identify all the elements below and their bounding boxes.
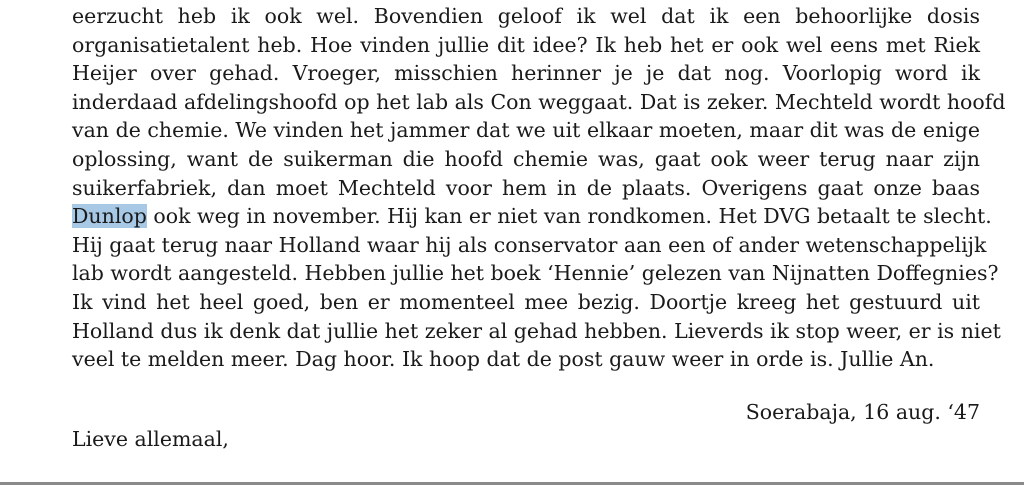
text-line: Heijer over gehad. Vroeger, misschien herinner je je dat nog. Voorlopig word ik	[72, 61, 980, 86]
letter-body	[72, 2, 1006, 374]
text-line-last: veel te melden meer. Dag hoor. Ik hoop dat de post gauw weer in orde is. Jullie An.	[72, 347, 935, 372]
text-line: Ik vind het heel goed, ben er momenteel mee bezig. Doortje kreeg het gestuurd uit	[72, 289, 980, 314]
letter-dateline: Soerabaja, 16 aug. ‘47	[745, 400, 980, 424]
letter-salutation: Lieve allemaal,	[72, 427, 229, 451]
text-line: Hij gaat terug naar Holland waar hij als conservator aan een of ander wetenschappelijk	[72, 232, 987, 257]
text-line: van de chemie. We vinden het jammer dat we uit elkaar moeten, maar dit was de enige	[72, 118, 980, 143]
text-line-with-highlight	[72, 202, 992, 231]
highlighted-word-selection[interactable]: Dunlop	[72, 204, 147, 229]
text-line: suikerfabriek, dan moet Mechteld voor hem in de plaats. Overigens gaat onze baas	[72, 175, 980, 200]
text-line: lab wordt aangesteld. Hebben jullie het boek ‘Hennie’ gelezen van Nijnatten Doffegnies?	[72, 261, 999, 286]
text-line: organisatietalent heb. Hoe vinden jullie dit idee? Ik heb het er ook wel eens met Riek	[72, 32, 980, 57]
text-line: oplossing, want de suikerman die hoofd chemie was, gaat ook weer terug naar zijn	[72, 146, 980, 171]
text-line-remainder: ook weg in november. Hij kan er niet van rondkomen. Het DVG betaalt te slecht.	[153, 204, 992, 229]
text-line: Holland dus ik denk dat jullie het zeker al gehad hebben. Lieverds ik stop weer, er is niet	[72, 318, 1001, 343]
text-line: eerzucht heb ik ook wel. Bovendien geloof ik wel dat ik een behoorlijke dosis	[72, 4, 980, 28]
text-line: inderdaad afdelingshoofd op het lab als Con weggaat. Dat is zeker. Mechteld wordt hoofd	[72, 89, 1006, 114]
